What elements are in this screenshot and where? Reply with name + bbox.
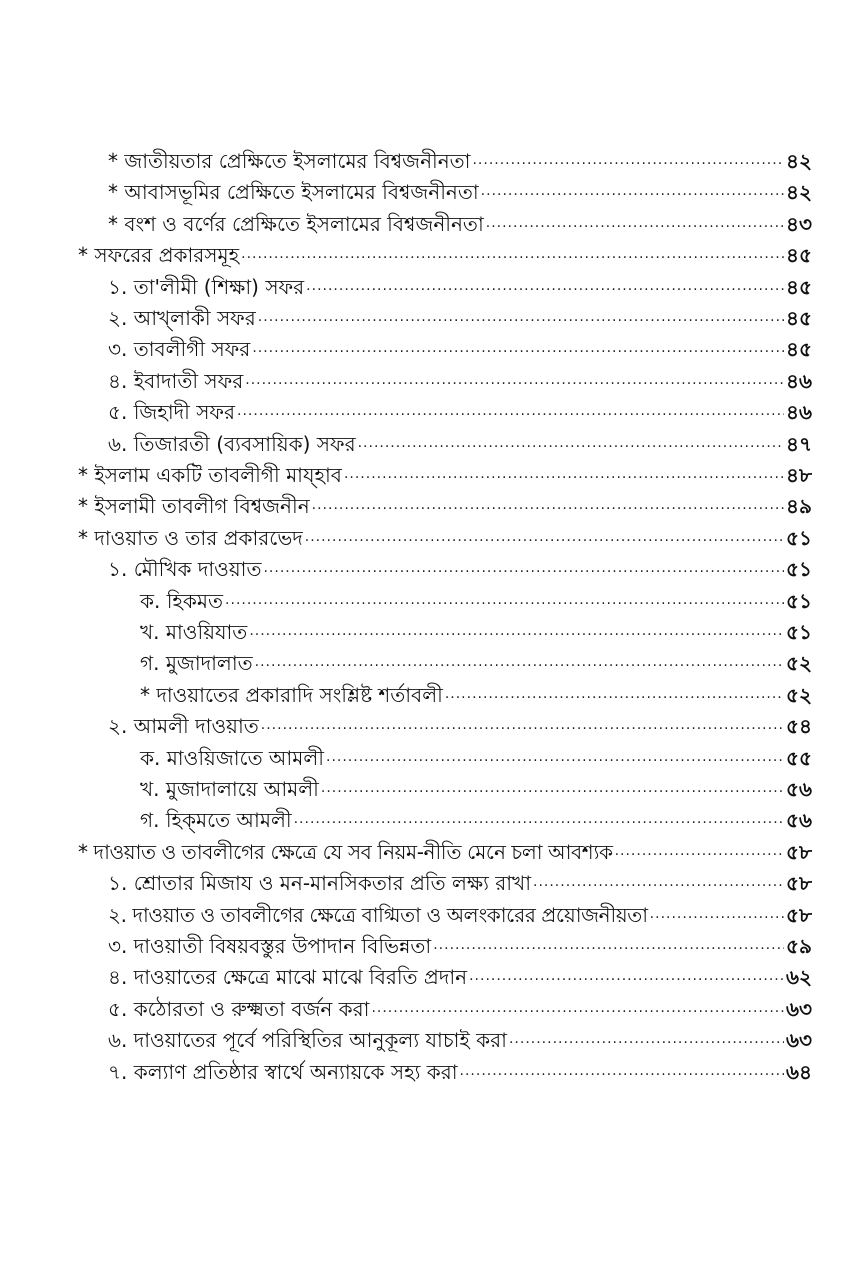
toc-leader-dots	[326, 746, 784, 777]
toc-entry-title: ১. মৌখিক দাওয়াত	[108, 557, 262, 581]
toc-entry-title: ক. হিকমত	[140, 589, 224, 613]
toc-entry-title: * দাওয়াত ও তাবলীগের ক্ষেত্রে যে সব নিয়ম-নীতি মেনে চলা আবশ্যক	[78, 840, 613, 864]
toc-entry	[140, 805, 812, 836]
toc-entry-title: * জাতীয়তার প্রেক্ষিতে ইসলামের বিশ্বজনীনতা	[108, 149, 471, 173]
toc-entry	[78, 491, 812, 522]
toc-leader-dots	[481, 180, 784, 211]
toc-entry-title: ৫. জিহাদী সফর	[108, 400, 236, 424]
toc-leader-dots	[469, 965, 784, 996]
toc-leader-dots	[245, 369, 784, 400]
toc-entry	[108, 931, 812, 962]
toc-leader-dots	[255, 651, 784, 682]
toc-entry-page: ৫৪	[786, 714, 812, 738]
toc-entry	[108, 177, 812, 208]
toc-entry-page: ৫১	[786, 557, 812, 581]
toc-entry-title: ২. দাওয়াত ও তাবলীগের ক্ষেত্রে বাগ্মিতা ও অলংকারের প্রয়োজনীয়তা	[108, 903, 648, 927]
toc-entry	[140, 617, 812, 648]
toc-leader-dots	[261, 714, 784, 745]
toc-entry	[140, 648, 812, 679]
toc-entry	[108, 1057, 812, 1088]
toc-entry-page: ৫৬	[786, 808, 812, 832]
toc-entry-page: ৫৮	[786, 840, 812, 864]
toc-entry-page: ৫১	[786, 620, 812, 644]
toc-entry-page: ৪৯	[786, 494, 812, 518]
toc-leader-dots	[321, 777, 784, 808]
toc-leader-dots	[533, 871, 784, 902]
toc-entry	[108, 1025, 812, 1056]
toc-leader-dots	[258, 306, 784, 337]
toc-leader-dots	[263, 557, 784, 588]
toc-leader-dots	[371, 997, 784, 1028]
toc-leader-dots	[460, 1060, 784, 1091]
toc-entry-page: ৪২	[786, 149, 812, 173]
toc-entry-page: ৫২	[786, 683, 812, 707]
toc-entry	[108, 868, 812, 899]
toc-entry	[140, 680, 812, 711]
toc-entry-title: * ইসলাম একটি তাবলীগী মায্‌হাব	[78, 463, 342, 487]
toc-entry	[108, 554, 812, 585]
toc-entry-title: খ. মুজাদালায়ে আমলী	[140, 777, 319, 801]
toc-entry-title: * সফরের প্রকারসমূহ	[78, 243, 240, 267]
toc-entry-title: গ. মুজাদালাত	[140, 651, 253, 675]
toc-entry-title: ৬. দাওয়াতের পূর্বে পরিস্থিতির আনুকূল্য যাচাই করা	[108, 1028, 507, 1052]
toc-entry-page: ৬৪	[786, 1060, 812, 1084]
toc-entry-page: ৫১	[786, 526, 812, 550]
toc-leader-dots	[472, 149, 784, 180]
toc-entry	[108, 962, 812, 993]
toc-entry-page: ৪৫	[786, 306, 812, 330]
toc-entry	[140, 774, 812, 805]
toc-entry-page: ৪২	[786, 180, 812, 204]
toc-entry-title: খ. মাওয়িযাত	[140, 620, 248, 644]
toc-entry-page: ৪৫	[786, 243, 812, 267]
toc-entry-page: ৪৫	[786, 275, 812, 299]
toc-leader-dots	[306, 275, 784, 306]
toc-leader-dots	[486, 212, 784, 243]
toc-leader-dots	[615, 840, 784, 871]
toc-entry	[78, 523, 812, 554]
toc-leader-dots	[312, 494, 784, 525]
toc-entry-title: ক. মাওয়িজাতে আমলী	[140, 746, 324, 770]
toc-entry	[108, 303, 812, 334]
toc-entry-title: ২. আখ্‌লাকী সফর	[108, 306, 256, 330]
toc-entry-title: * দাওয়াতের প্রকারাদি সংশ্লিষ্ট শর্তাবলী	[140, 683, 443, 707]
toc-entry-page: ৪৬	[786, 400, 812, 424]
toc-entry-page: ৫৫	[786, 746, 812, 770]
toc-entry-page: ৫৯	[786, 934, 812, 958]
toc-leader-dots	[252, 337, 784, 368]
toc-entry-page: ৪৭	[786, 432, 812, 456]
toc-leader-dots	[433, 934, 784, 965]
toc-entry-page: ৬৩	[785, 997, 812, 1021]
toc-leader-dots	[358, 432, 784, 463]
toc-leader-dots	[445, 683, 784, 714]
toc-entry-page: ৪৬	[786, 369, 812, 393]
toc-leader-dots	[294, 808, 784, 839]
toc-entry	[108, 366, 812, 397]
toc-entry-page: ৫৮	[786, 871, 812, 895]
toc-entry	[108, 209, 812, 240]
toc-entry-page: ৫২	[786, 651, 812, 675]
toc-entry-title: গ. হিক্‌মতে আমলী	[140, 808, 292, 832]
toc-entry-title: ২. আমলী দাওয়াত	[108, 714, 259, 738]
toc-entry	[78, 460, 812, 491]
toc-entry-page: ৫৬	[786, 777, 812, 801]
toc-leader-dots	[305, 526, 784, 557]
toc-entry	[140, 743, 812, 774]
toc-leader-dots	[225, 589, 784, 620]
toc-entry-page: ৪৫	[786, 337, 812, 361]
toc-leader-dots	[509, 1028, 784, 1059]
toc-leader-dots	[650, 903, 784, 934]
toc-entry-page: ৪৮	[786, 463, 812, 487]
toc-entry-title: ৪. ইবাদাতী সফর	[108, 369, 244, 393]
toc-entry	[108, 994, 812, 1025]
toc-entry-title: * ইসলামী তাবলীগ বিশ্বজনীন	[78, 494, 310, 518]
toc-entry	[108, 334, 812, 365]
toc-entry-page: ৬২	[785, 965, 812, 989]
toc-entry-page: ৬৩	[785, 1028, 812, 1052]
toc-entry	[108, 711, 812, 742]
toc-leader-dots	[241, 243, 784, 274]
toc-entry-page: ৫৮	[786, 903, 812, 927]
toc-entry	[108, 397, 812, 428]
toc-entry-title: * আবাসভূমির প্রেক্ষিতে ইসলামের বিশ্বজনীনতা	[108, 180, 479, 204]
toc-leader-dots	[344, 463, 784, 494]
toc-entry	[78, 240, 812, 271]
toc-entry	[140, 586, 812, 617]
toc-entry-title: ৫. কঠোরতা ও রুক্ষ্মতা বর্জন করা	[108, 997, 370, 1021]
toc-leader-dots	[249, 620, 784, 651]
toc-entry	[108, 429, 812, 460]
toc-entry-title: * দাওয়াত ও তার প্রকারভেদ	[78, 526, 303, 550]
toc-entry-title: ১. তা'লীমী (শিক্ষা) সফর	[108, 275, 305, 299]
toc-entry-title: ৩. তাবলীগী সফর	[108, 337, 251, 361]
toc-leader-dots	[237, 400, 784, 431]
toc-entry-title: ৪. দাওয়াতের ক্ষেত্রে মাঝে মাঝে বিরতি প্রদান	[108, 965, 468, 989]
toc-entry-title: * বংশ ও বর্ণের প্রেক্ষিতে ইসলামের বিশ্বজনীনতা	[108, 212, 484, 236]
toc-entry	[108, 900, 812, 931]
toc-entry-title: ৭. কল্যাণ প্রতিষ্ঠার স্বার্থে অন্যায়কে সহ্য করা	[108, 1060, 458, 1084]
toc-entry	[108, 146, 812, 177]
toc-entry-page: ৫১	[786, 589, 812, 613]
toc-entry-page: ৪৩	[786, 212, 812, 236]
toc-entry-title: ৩. দাওয়াতী বিষয়বস্তুর উপাদান বিভিন্নতা	[108, 934, 432, 958]
toc-entry-title: ৬. তিজারতী (ব্যবসায়িক) সফর	[108, 432, 356, 456]
toc-entry-title: ১. শ্রোতার মিজায ও মন-মানসিকতার প্রতি লক্ষ্য রাখা	[108, 871, 531, 895]
toc-entry	[78, 837, 812, 868]
toc-entry	[108, 272, 812, 303]
